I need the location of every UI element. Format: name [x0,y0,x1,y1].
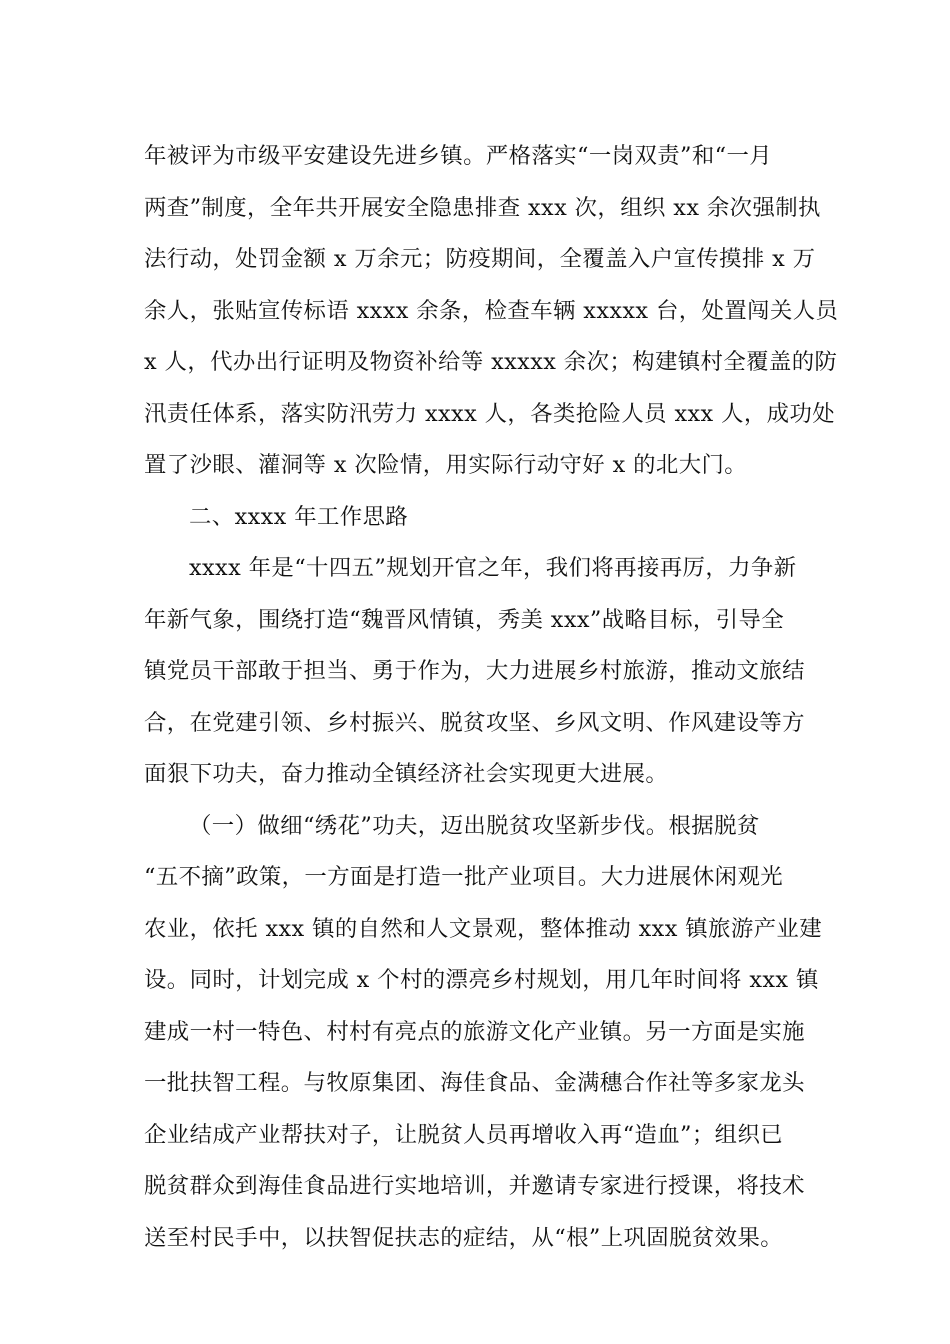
text-line: 汛责任体系，落实防汛劳力 xxxx 人，各类抢险人员 xxx 人，成功处 [144,400,836,427]
text-line: 送至村民手中，以扶智促扶志的症结，从“根”上巩固脱贫效果。 [144,1224,784,1251]
text-line: 合，在党建引领、乡村振兴、脱贫攻坚、乡风文明、作风建设等方 [144,709,805,736]
text-line: 年被评为市级平安建设先进乡镇。严格落实“一岗双责”和“一月 [144,143,773,169]
text-line: 两查”制度，全年共开展安全隐患排查 xxx 次，组织 xx 余次强制执 [144,194,821,221]
text-line: 法行动，处罚金额 x 万余元；防疫期间，全覆盖入户宣传摸排 x 万 [144,246,816,272]
text-line: 余人，张贴宣传标语 xxxx 余条，检查车辆 xxxxx 台，处置闯关人员 [144,297,839,324]
text-line: xxxx 年是“十四五”规划开官之年，我们将再接再厉，力争新 [189,555,797,581]
text-line: 农业，依托 xxx 镇的自然和人文景观，整体推动 xxx 镇旅游产业建 [144,915,822,942]
text-line: 企业结成产业帮扶对子，让脱贫人员再增收入再“造血”；组织已 [144,1121,784,1148]
text-line: 设。同时，计划完成 x 个村的漂亮乡村规划，用几年时间将 xxx 镇 [144,967,819,993]
text-line: 年新气象，围绕打造“魏晋风情镇，秀美 xxx”战略目标，引导全 [144,606,785,633]
document-body [144,131,839,1264]
text-line: 建成一村一特色、村村有亮点的旅游文化产业镇。另一方面是实施 [144,1018,805,1045]
text-line: （一）做细“绣花”功夫，迈出脱贫攻坚新步伐。根据脱贫 [189,812,760,839]
text-line: x 人，代办出行证明及物资补给等 xxxxx 余次；构建镇村全覆盖的防 [144,349,838,375]
text-line: 镇党员干部敢于担当、勇于作为，大力进展乡村旅游，推动文旅结 [144,658,805,684]
text-line: 二、xxxx 年工作思路 [189,503,409,530]
text-line: 置了沙眼、灌洞等 x 次险情，用实际行动守好 x 的北大门。 [144,452,748,478]
text-line: 脱贫群众到海佳食品进行实地培训，并邀请专家进行授课，将技术 [144,1173,805,1199]
text-line: 一批扶智工程。与牧原集团、海佳食品、金满穗合作社等多家龙头 [144,1070,805,1096]
text-line: 面狠下功夫，奋力推动全镇经济社会实现更大进展。 [144,761,669,787]
text-line: “五不摘”政策，一方面是打造一批产业项目。大力进展休闲观光 [144,864,784,890]
